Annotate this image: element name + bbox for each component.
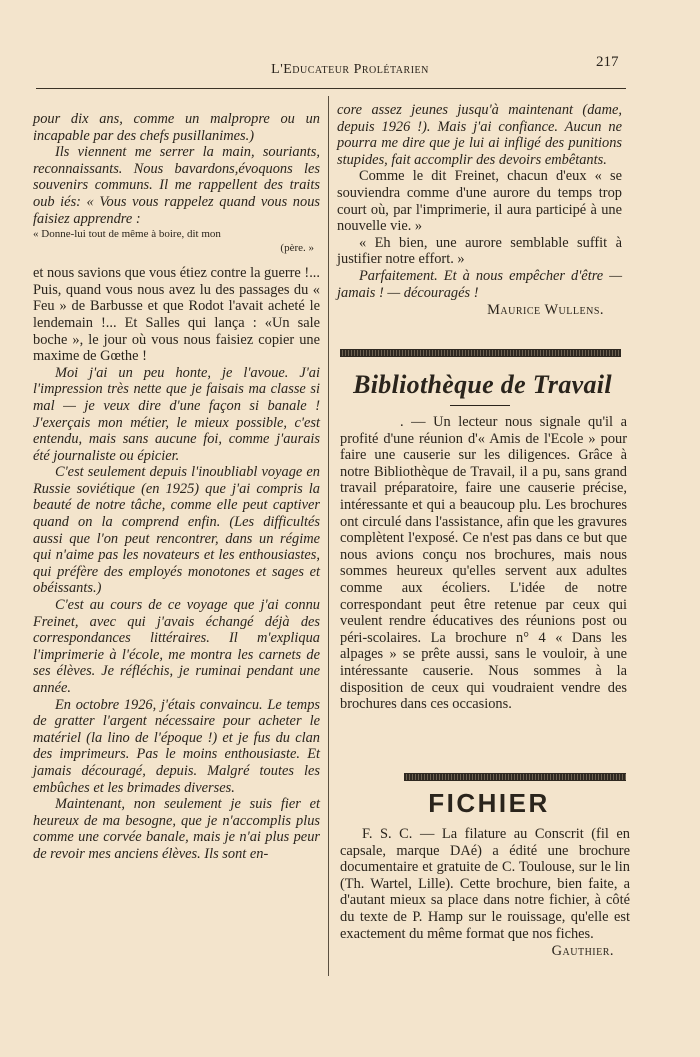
section-rule-2 xyxy=(404,773,626,781)
left-paragraph-3: et nous savions que vous étiez contre la guerre !... Puis, quand vous nous avez lu des passages du « Feu » de Barbusse et que Rodot l'avait acheté le lendemain !... Et Salles qui lança : «Un sale boche », le jour où vous nous faisiez copier une maxime de Gœthe ! xyxy=(33,265,320,365)
left-paragraph-8: Maintenant, non seulement je suis fier et heureux de ma besogne, que je n'accomplis plus comme une corvée banale, mais je n'ai plus peur de revoir mes anciens élèves. Ils sont en- xyxy=(33,796,320,862)
column-divider xyxy=(328,96,329,976)
article-signature: Maurice Wullens. xyxy=(487,302,604,319)
left-paragraph-2: Ils viennent me serrer la main, souriants, reconnaissants. Nous bavardons,évoquons les souvenirs communs. Il me rappellent des traits oub iés: « Vous vous rappelez quand vous nous faisiez apprendre : xyxy=(33,144,320,227)
right-paragraph-4: Parfaitement. Et à nous empêcher d'être — jamais ! — découragés ! xyxy=(337,267,622,301)
header-rule xyxy=(36,88,626,89)
bibliotheque-paragraph: . — Un lecteur nous signale qu'il a profité d'une réunion d'« Amis de l'Ecole » pour faire une causerie sur les diligences. Grâce à notre Bibliothèque de Travail, il a pu, sans grand travail préparatoire, faire une causerie précise, intéressante et qui a beaucoup plu. Les brochures ont circulé dans l'assistance, afin que les gravures complètent l'exposé. Ce n'est pas dans ce but que nous avions conçu nos brochures, mais nous sommes heureux qu'elles servent aux adultes comme aux écoliers. L'idée de notre correspondant peut être retenue par ceux qui veulent rendre éducatives des réunions post ou péri-scolaires. La brochure n° 4 « Dans les alpages » se prête aussi, sans le vouloir, à une intéressante causerie. Nous sommes à la disposition de ceux qui voudraient vendre des brochures dans ces occasions. xyxy=(340,414,627,713)
running-header: L'Educateur Prolétarien xyxy=(271,62,429,77)
left-paragraph-1: pour dix ans, comme un malpropre ou un incapable par des chefs pusillanimes.) xyxy=(33,111,320,144)
bibliotheque-heading: Bibliothèque de Travail xyxy=(353,370,612,399)
fichier-section xyxy=(340,826,630,960)
right-paragraph-3: « Eh bien, une aurore semblable suffit à justifier notre effort. » xyxy=(337,234,622,268)
right-column-top xyxy=(337,102,622,319)
left-paragraph-6: C'est au cours de ce voyage que j'ai connu Freinet, avec qui j'avais échangé déjà des correspondances littéraires. Il m'expliqua l'imprimerie à l'école, me montra les carnets de ses élèves. Je réfléchis, je ruminai pendant une année. xyxy=(33,597,320,696)
quoted-verse-end: (père. » xyxy=(280,242,314,255)
fichier-signature: Gauthier. xyxy=(551,943,614,960)
right-paragraph-1: core assez jeunes jusqu'à maintenant (dame, depuis 1926 !). Mais j'ai confiance. Aucun ne pourra me dire que je lui ai infligé des punitions stupides, fait accomplir des devoirs embêtants. xyxy=(337,102,622,168)
bibliotheque-section xyxy=(340,414,627,713)
quoted-verse-line: « Donne-lui tout de même à boire, dit mon xyxy=(33,228,221,241)
heading-underline xyxy=(450,405,510,406)
left-paragraph-4: Moi j'ai un peu honte, je l'avoue. J'ai l'impression très nette que je faisais ma classe si mal — je veux dire d'une façon si banale ! J'exerçais mon métier, le mieux possible, c'est entendu, mais sans aucune foi, comme j'aurais été journaliste ou épicier. xyxy=(33,364,320,464)
left-paragraph-7: En octobre 1926, j'étais convaincu. Le temps de gratter l'argent nécessaire pour acheter le matériel (la lino de l'époque !) et je fus du clan des imprimeurs. Pas le moins enthousiaste. Et jamais découragé, depuis. Malgré toutes les embûches et les brimades diverses. xyxy=(33,696,320,796)
fichier-paragraph: F. S. C. — La filature au Conscrit (fil en capsale, marque DAé) a édité une brochure documentaire et gratuite de C. Toulouse, sur le lin (Th. Wartel, Lille). Cette brochure, bien faite, a d'autant mieux sa place dans notre fichier, à côté du texte de P. Hamp sur le rouissage, qu'elle est exactement du même format que nos fiches. xyxy=(340,826,630,942)
right-paragraph-2: Comme le dit Freinet, chacun d'eux « se souviendra comme d'une aurore du temps trop court où, par l'imprimerie, il aura participé à une nouvelle vie. » xyxy=(337,168,622,235)
fichier-heading: FICHIER xyxy=(428,788,550,818)
left-column xyxy=(33,111,320,863)
section-rule xyxy=(340,349,621,357)
left-paragraph-5: C'est seulement depuis l'inoubliabl voyage en Russie soviétique (en 1925) que j'ai compris la beauté de notre tâche, comme elle peut captiver quand on la comprend enfin. (Les difficultés aussi que l'on peut rencontrer, dans un régime qui n'aime pas les novateurs et les enthousiastes, qui préfère des employés monotones et sages et obéissants.) xyxy=(33,464,320,597)
page-number: 217 xyxy=(596,54,619,70)
